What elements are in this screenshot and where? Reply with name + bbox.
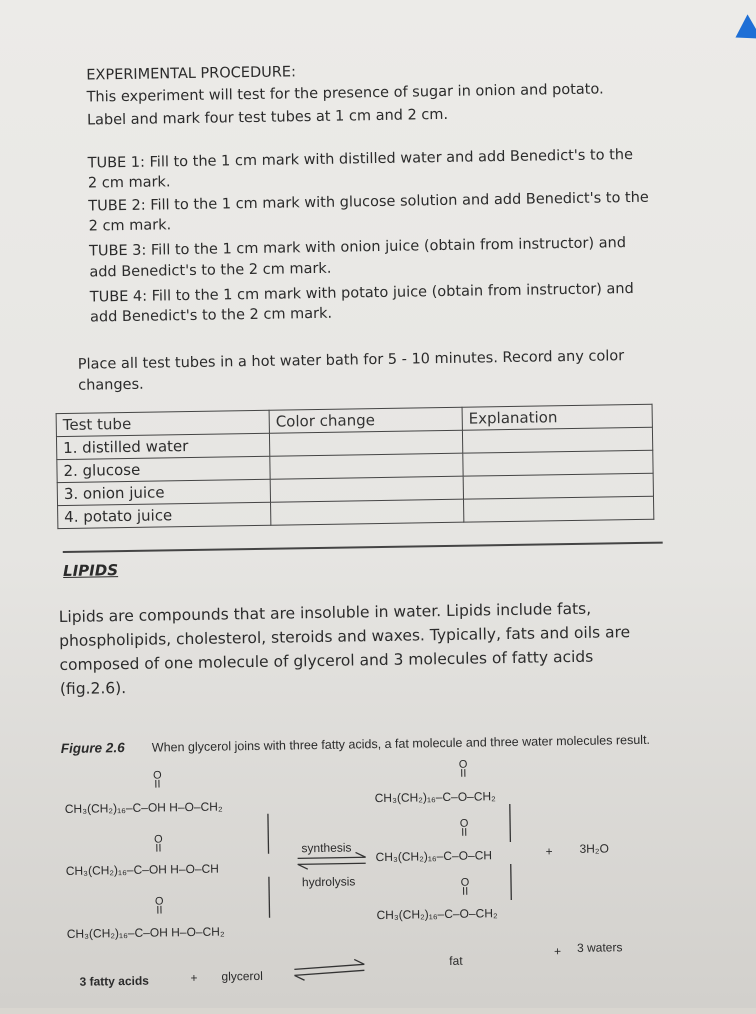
double-bond-o: O II [458, 758, 468, 780]
left-row-2: CH₃(CH₂)₁₆–C–OH H–O–CH [65, 861, 220, 878]
procedure-heading: EXPERIMENTAL PROCEDURE: [86, 64, 297, 84]
header-test-tube: Test tube [56, 410, 269, 436]
reverse-arrow [294, 970, 364, 975]
right-row-3: CH₃(CH₂)₁₆–C–O–CH₂ [376, 906, 498, 923]
row-label: 1. distilled water [56, 433, 269, 459]
lipids-line-1: Lipids are compounds that are insoluble in water. Lipids include fats, [58, 599, 592, 627]
tube-4-line-1: TUBE 4: Fill to the 1 cm mark with potato juice (obtain from instructor) and [89, 280, 634, 306]
synthesis-label: synthesis [301, 840, 352, 856]
tube-3-line-2: add Benedict's to the 2 cm mark. [89, 260, 332, 281]
double-bond-o: O II [460, 876, 470, 898]
double-bond-o: O II [153, 833, 163, 855]
plus-sign: + [190, 970, 198, 986]
right-row-2: CH₃(CH₂)₁₆–C–O–CH [375, 848, 493, 865]
arrow-head [298, 864, 308, 869]
place-line-2: changes. [78, 376, 144, 394]
double-bond-o: O II [459, 817, 469, 839]
hydrolysis-label: hydrolysis [301, 874, 356, 890]
tube-2-line-1: TUBE 2: Fill to the 1 cm mark with glucose solution and add Benedict's to the [88, 189, 649, 215]
header-explanation: Explanation [462, 404, 652, 430]
lipids-heading: LIPIDS [62, 561, 119, 580]
row-label: 3. onion juice [57, 479, 270, 505]
procedure-intro-line-1: This experiment will test for the presence of sugar in onion and potato. [86, 81, 604, 106]
place-line-1: Place all test tubes in a hot water bath for 5 - 10 minutes. Record any color [77, 348, 625, 373]
fat-label: fat [449, 953, 463, 968]
plus-sign: + [554, 944, 562, 959]
row-label: 4. potato juice [58, 502, 271, 528]
double-bond-o: O II [154, 895, 164, 917]
row-label: 2. glucose [57, 456, 270, 482]
forward-arrow [298, 857, 366, 858]
bond-line [511, 864, 512, 900]
double-bond-o: O II [152, 769, 162, 791]
arrow-head [294, 975, 304, 980]
right-row-1: CH₃(CH₂)₁₆–C–O–CH₂ [374, 789, 496, 806]
tube-2-line-2: 2 cm mark. [88, 217, 172, 235]
left-row-1: CH₃(CH₂)₁₆–C–OH H–O–CH₂ [64, 799, 223, 816]
tube-1-line-2: 2 cm mark. [87, 174, 171, 192]
lipids-line-2: phospholipids, cholesterol, steroids and waxes. Typically, fats and oils are [59, 623, 631, 651]
lipids-line-4: (fig.2.6). [59, 679, 127, 699]
arrow-head [354, 959, 364, 964]
glycerol-label: glycerol [221, 968, 263, 984]
tube-3-line-1: TUBE 3: Fill to the 1 cm mark with onion juice (obtain from instructor) and [88, 235, 627, 260]
bond-line [510, 804, 511, 842]
procedure-intro-line-2: Label and mark four test tubes at 1 cm and 2 cm. [86, 106, 449, 129]
bond-line [268, 814, 269, 854]
lipids-line-3: composed of one molecule of glycerol and 3 molecules of fatty acids [59, 647, 594, 675]
tube-1-line-1: TUBE 1: Fill to the 1 cm mark with distilled water and add Benedict's to the [87, 146, 634, 172]
arrow-head [356, 852, 366, 857]
plus-sign: + [545, 844, 553, 859]
tube-4-line-2: add Benedict's to the 2 cm mark. [89, 305, 333, 326]
header-color-change: Color change [269, 407, 462, 433]
bond-line [269, 877, 270, 918]
water-product: 3H₂O [579, 841, 609, 856]
figure-caption: When glycerol joins with three fatty acids, a fat molecule and three water molecules result. [151, 732, 651, 755]
forward-arrow [294, 964, 364, 969]
waters-label: 3 waters [576, 940, 623, 955]
left-row-3: CH₃(CH₂)₁₆–C–OH H–O–CH₂ [66, 924, 225, 941]
fatty-acids-label: 3 fatty acids [79, 973, 150, 989]
reverse-arrow [298, 863, 366, 864]
figure-label: Figure 2.6 [60, 740, 125, 757]
